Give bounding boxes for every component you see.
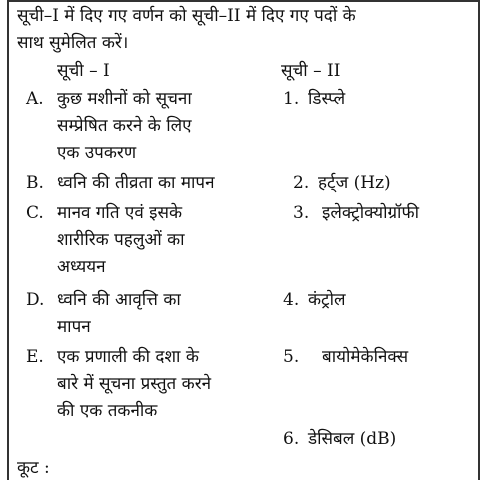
list2-item-2-number: 2. (293, 173, 310, 193)
list2-item-3-number: 3. (293, 203, 310, 223)
list1-item-e-line3: की एक तकनीक (57, 401, 158, 421)
code-label: कूट : (17, 458, 50, 478)
list1-item-a-line2: सम्प्रेषित करने के लिए (57, 116, 192, 136)
list2-item-1-text: डिस्प्ले (308, 89, 346, 109)
list1-item-c-line2: शारीरिक पहलुओं का (57, 230, 185, 250)
list2-item-2-text: हर्ट्ज (Hz) (318, 173, 391, 193)
list1-item-e-line1: एक प्रणाली की दशा के (57, 347, 199, 367)
list2-item-1-number: 1. (283, 89, 300, 109)
question-line-1: सूची–I में दिए गए वर्णन को सूची–II में दिए गए पदों के (17, 6, 356, 26)
list2-item-4-text: कंट्रोल (308, 290, 346, 310)
list2-item-6-text: डेसिबल (dB) (308, 429, 397, 449)
list2-item-3-text: इलेक्ट्रोक्योग्रॉफी (322, 203, 419, 223)
list1-item-c-letter: C. (26, 203, 44, 223)
list2-item-4-number: 4. (283, 290, 300, 310)
list1-item-a-line3: एक उपकरण (57, 143, 137, 163)
list1-header: सूची – I (57, 61, 110, 81)
list1-item-a-letter: A. (26, 89, 44, 109)
list1-item-e-line2: बारे में सूचना प्रस्तुत करने (57, 374, 212, 394)
list1-item-b-letter: B. (26, 173, 44, 193)
list1-item-d-line1: ध्वनि की आवृत्ति का (57, 290, 181, 310)
list2-header: सूची – II (281, 61, 341, 81)
list1-item-e-letter: E. (26, 347, 44, 367)
list1-item-d-line2: मापन (57, 317, 91, 337)
list1-item-a-line1: कुछ मशीनों को सूचना (57, 89, 192, 109)
question-line-2: साथ सुमेलित करें। (17, 33, 129, 53)
list2-item-5-number: 5. (283, 347, 300, 367)
list1-item-b-line1: ध्वनि की तीव्रता का मापन (57, 173, 215, 193)
list2-item-5-text: बायोमेकेनिक्स (322, 347, 409, 367)
list1-item-d-letter: D. (26, 290, 45, 310)
list1-item-c-line1: मानव गति एवं इसके (57, 203, 183, 223)
list1-item-c-line3: अध्ययन (57, 257, 106, 277)
list2-item-6-number: 6. (283, 429, 300, 449)
